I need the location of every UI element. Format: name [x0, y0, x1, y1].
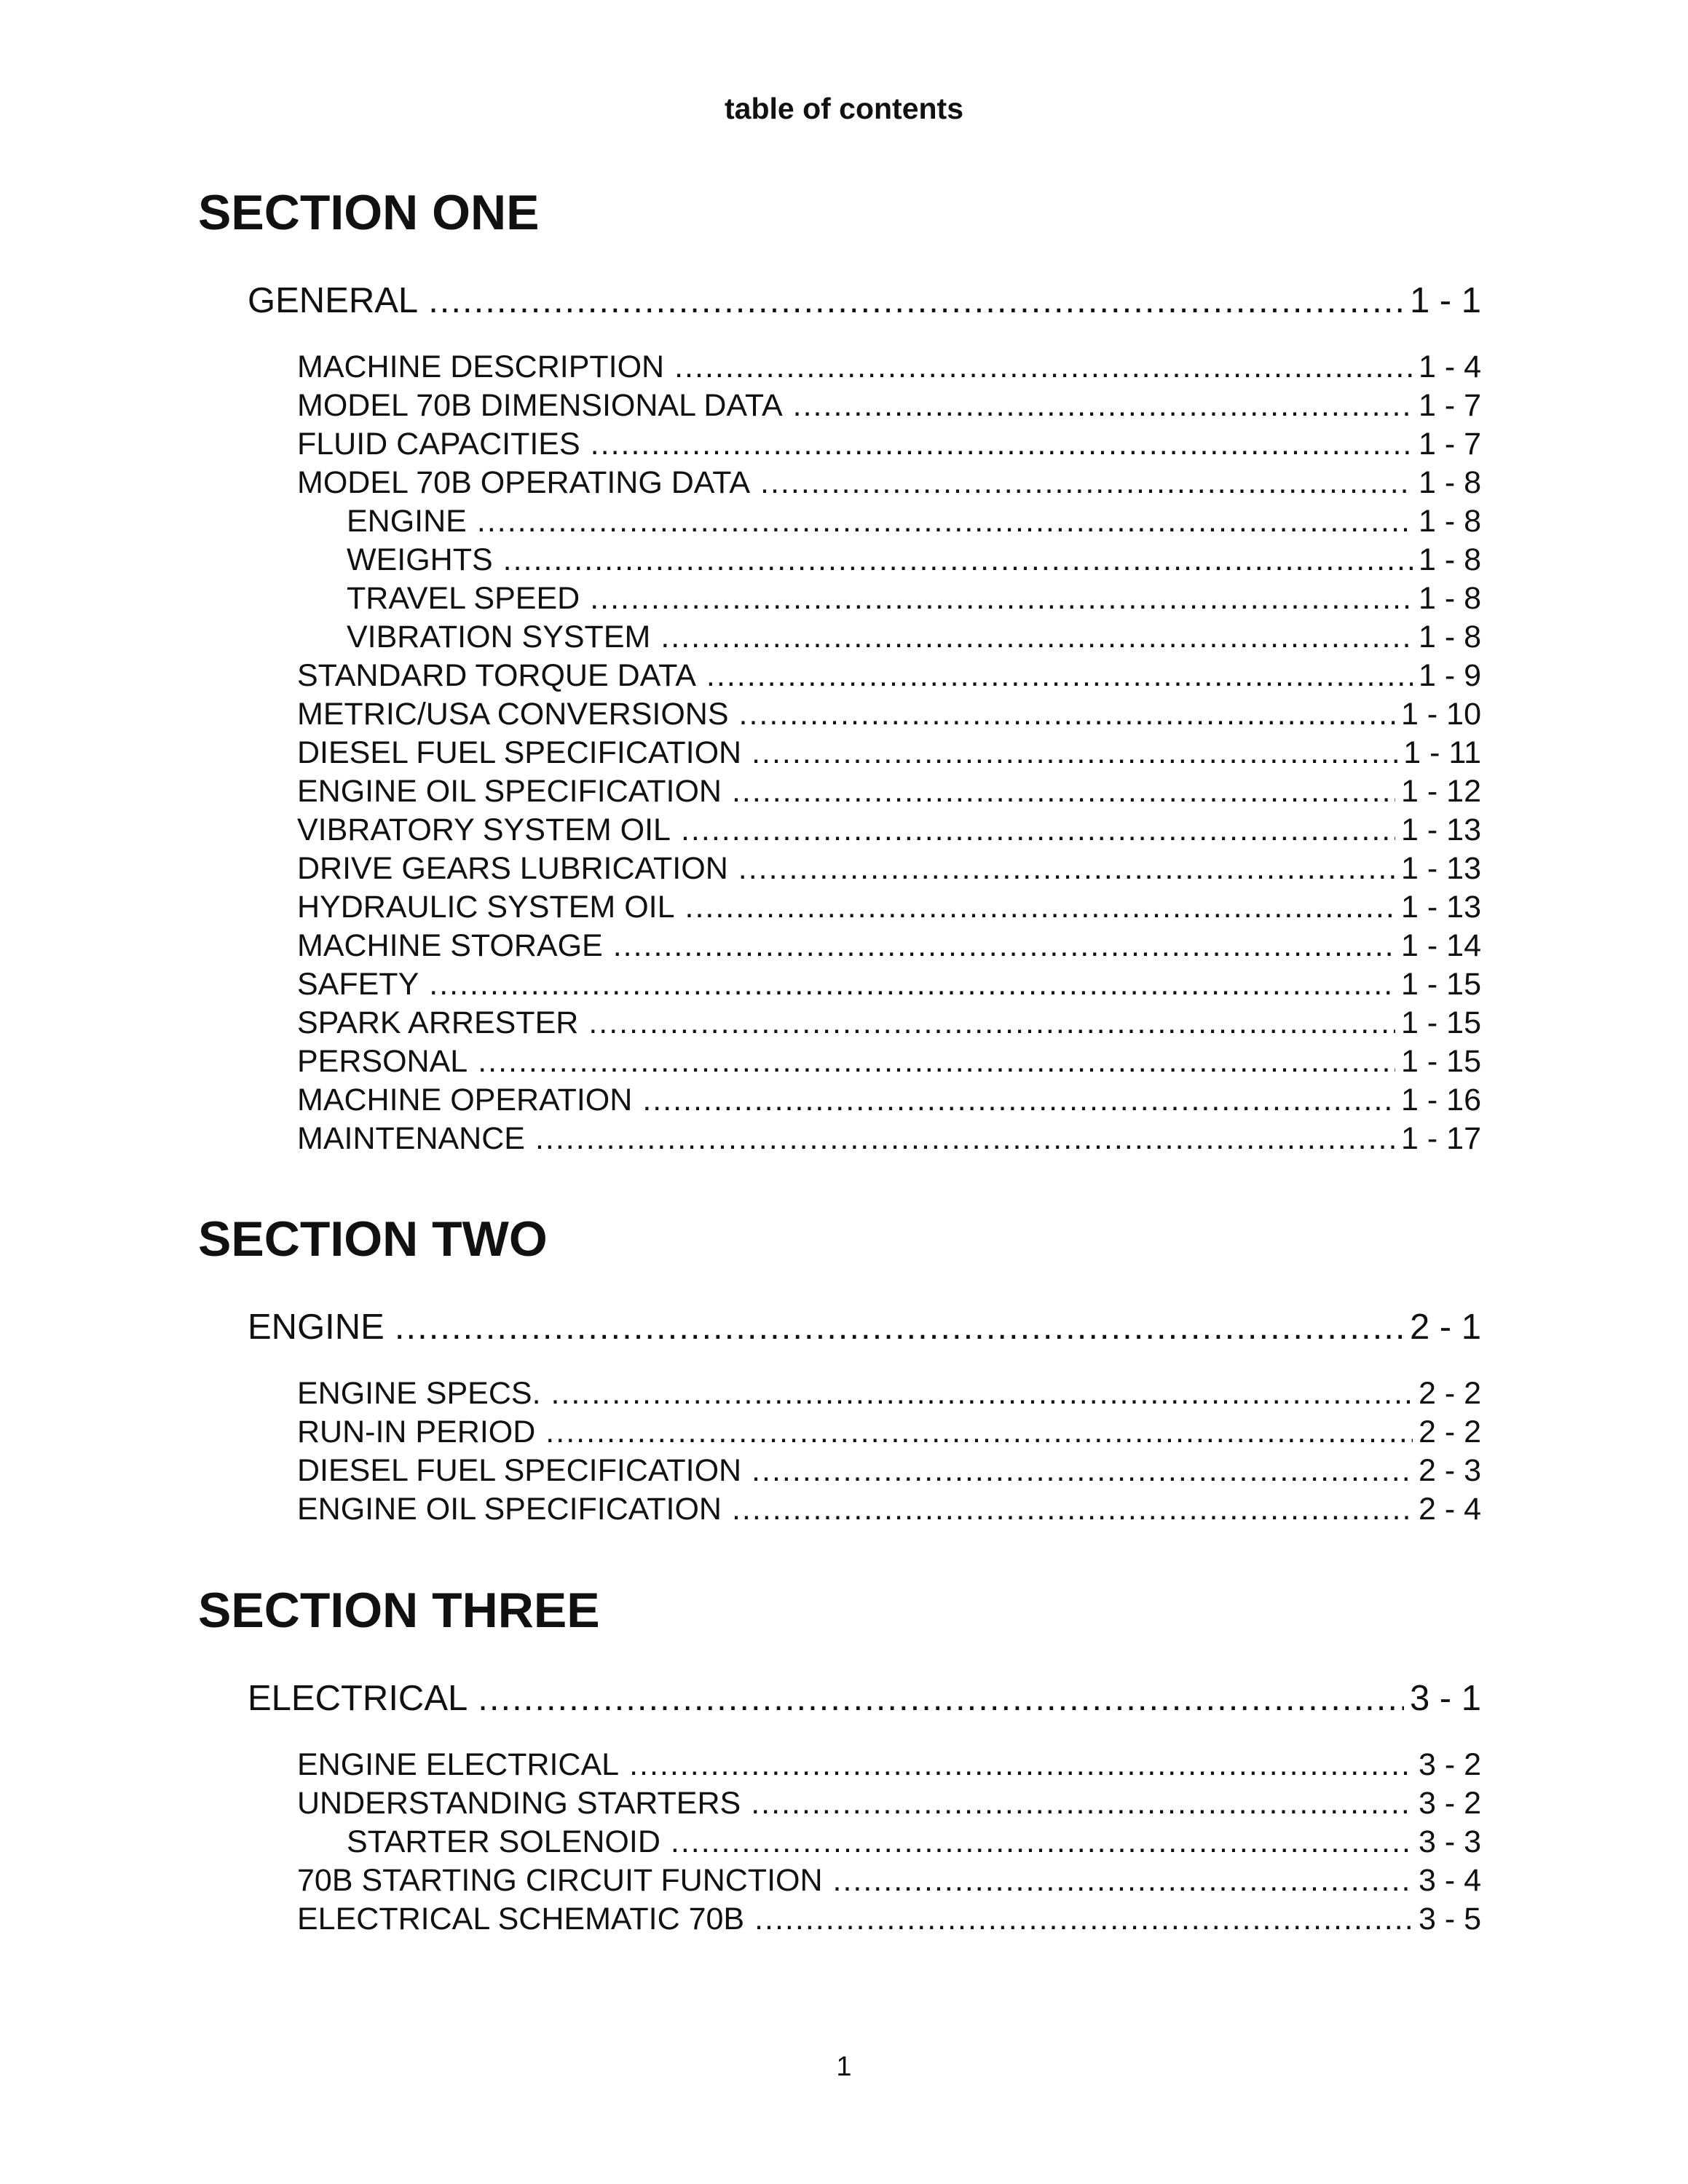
- toc-entry-label: STARTER SOLENOID: [347, 1824, 660, 1859]
- toc-entry-page: 1 - 15: [1401, 1044, 1481, 1079]
- toc-entry-electrical-schematic-70b[interactable]: [297, 1902, 1481, 1937]
- dot-leader: [478, 1678, 1404, 1719]
- toc-entry-model-70b-dimensional-data[interactable]: [297, 388, 1481, 424]
- toc-entry-label: MACHINE OPERATION: [297, 1083, 633, 1117]
- toc-entry-vibration-system[interactable]: [347, 620, 1481, 655]
- dot-leader: [395, 1307, 1404, 1348]
- toc-entry-page: 1 - 8: [1418, 581, 1481, 616]
- toc-entry-standard-torque-data[interactable]: [297, 658, 1481, 694]
- toc-chapter-electrical[interactable]: [248, 1678, 1481, 1719]
- toc-entry-label: DIESEL FUEL SPECIFICATION: [297, 1453, 742, 1488]
- toc-entry-label: ENGINE ELECTRICAL: [297, 1747, 620, 1782]
- toc-entry-machine-operation[interactable]: [297, 1083, 1481, 1118]
- toc-entry-label: WEIGHTS: [347, 542, 493, 577]
- toc-entry-machine-storage[interactable]: [297, 928, 1481, 964]
- dot-leader: [760, 465, 1413, 501]
- section-title: SECTION THREE: [198, 1583, 600, 1638]
- toc-entry-page: 2 - 4: [1418, 1492, 1481, 1527]
- toc-chapter-engine[interactable]: [248, 1307, 1481, 1348]
- toc-entry-page: 2 - 3: [1418, 1453, 1481, 1488]
- toc-chapter-label: ELECTRICAL: [248, 1679, 468, 1718]
- toc-entry-page: 1 - 8: [1418, 620, 1481, 654]
- toc-entry-page: 2 - 2: [1418, 1415, 1481, 1449]
- dot-leader: [685, 890, 1396, 925]
- toc-entry-page: 1 - 7: [1418, 388, 1481, 423]
- toc-entry-page: 1 - 13: [1401, 890, 1481, 925]
- dot-leader: [738, 851, 1395, 887]
- toc-chapter-page: 3 - 1: [1409, 1679, 1481, 1718]
- toc-entry-label: ENGINE SPECS.: [297, 1376, 541, 1411]
- toc-entry-label: MODEL 70B DIMENSIONAL DATA: [297, 388, 783, 423]
- toc-entry-page: 3 - 3: [1418, 1824, 1481, 1859]
- toc-entry-understanding-starters[interactable]: [297, 1786, 1481, 1821]
- toc-chapter-page: 2 - 1: [1409, 1307, 1481, 1347]
- toc-entry-machine-description[interactable]: [297, 349, 1481, 385]
- dot-leader: [591, 427, 1413, 462]
- dot-leader: [739, 697, 1396, 732]
- dot-leader: [478, 1044, 1395, 1080]
- toc-entry-label: PERSONAL: [297, 1044, 468, 1079]
- dot-leader: [706, 658, 1413, 694]
- toc-entry-label: MACHINE STORAGE: [297, 928, 603, 963]
- dot-leader: [671, 1824, 1413, 1860]
- page-number: 1: [836, 2052, 852, 2082]
- toc-entry-page: 1 - 15: [1401, 1005, 1481, 1040]
- toc-entry-engine-specs[interactable]: [297, 1376, 1481, 1412]
- toc-entry-spark-arrester[interactable]: [297, 1005, 1481, 1041]
- toc-entry-label: SPARK ARRESTER: [297, 1005, 579, 1040]
- dot-leader: [752, 1453, 1413, 1489]
- dot-leader: [833, 1863, 1413, 1899]
- toc-entry-model-70b-operating-data[interactable]: [297, 465, 1481, 501]
- toc-entry-page: 1 - 17: [1401, 1121, 1481, 1156]
- toc-entry-page: 2 - 2: [1418, 1376, 1481, 1411]
- dot-leader: [660, 620, 1413, 655]
- toc-entry-maintenance[interactable]: [297, 1121, 1481, 1157]
- toc-entry-drive-gears-lubrication[interactable]: [297, 851, 1481, 887]
- toc-entry-label: ELECTRICAL SCHEMATIC 70B: [297, 1902, 745, 1936]
- dot-leader: [545, 1415, 1413, 1450]
- toc-entry-page: 1 - 13: [1401, 812, 1481, 847]
- toc-entry-label: ENGINE OIL SPECIFICATION: [297, 1492, 722, 1527]
- page-header: table of contents: [724, 92, 964, 125]
- toc-entry-engine[interactable]: [347, 504, 1481, 539]
- toc-chapter-label: GENERAL: [248, 281, 419, 320]
- dot-leader: [642, 1083, 1395, 1118]
- toc-entry-label: MAINTENANCE: [297, 1121, 525, 1156]
- toc-entry-label: ENGINE OIL SPECIFICATION: [297, 774, 722, 809]
- toc-entry-page: 1 - 10: [1401, 697, 1481, 732]
- section-title: SECTION ONE: [198, 185, 540, 240]
- toc-entry-run-in-period[interactable]: [297, 1415, 1481, 1450]
- toc-entry-70b-starting-circuit-function[interactable]: [297, 1863, 1481, 1899]
- toc-entry-label: METRIC/USA CONVERSIONS: [297, 697, 729, 732]
- dot-leader: [793, 388, 1413, 424]
- toc-entry-fluid-capacities[interactable]: [297, 427, 1481, 462]
- dot-leader: [613, 928, 1395, 964]
- dot-leader: [732, 774, 1395, 810]
- dot-leader: [477, 504, 1413, 539]
- dot-leader: [732, 1492, 1413, 1527]
- toc-chapter-label: ENGINE: [248, 1307, 384, 1347]
- toc-entry-page: 3 - 5: [1418, 1902, 1481, 1936]
- toc-entry-label: MACHINE DESCRIPTION: [297, 349, 665, 384]
- toc-entry-safety[interactable]: [297, 967, 1481, 1002]
- dot-leader: [752, 735, 1397, 771]
- toc-entry-label: STANDARD TORQUE DATA: [297, 658, 696, 693]
- toc-entry-label: SAFETY: [297, 967, 419, 1002]
- toc-entry-vibratory-system-oil[interactable]: [297, 812, 1481, 848]
- toc-entry-label: UNDERSTANDING STARTERS: [297, 1786, 741, 1821]
- toc-entry-diesel-fuel-specification[interactable]: [297, 1453, 1481, 1489]
- toc-entry-label: TRAVEL SPEED: [347, 581, 580, 616]
- toc-entry-engine-oil-specification[interactable]: [297, 774, 1481, 810]
- toc-entry-page: 3 - 4: [1418, 1863, 1481, 1898]
- toc-entry-engine-electrical[interactable]: [297, 1747, 1481, 1783]
- toc-entry-page: 1 - 11: [1403, 735, 1481, 770]
- toc-entry-page: 1 - 12: [1401, 774, 1481, 809]
- toc-entry-personal[interactable]: [297, 1044, 1481, 1080]
- toc-entry-page: 1 - 8: [1418, 465, 1481, 500]
- toc-chapter-page: 1 - 1: [1409, 281, 1481, 320]
- toc-entry-engine-oil-specification[interactable]: [297, 1492, 1481, 1527]
- toc-entry-label: 70B STARTING CIRCUIT FUNCTION: [297, 1863, 823, 1898]
- dot-leader: [674, 349, 1413, 385]
- toc-entry-page: 1 - 14: [1401, 928, 1481, 963]
- section-title: SECTION TWO: [198, 1211, 548, 1267]
- toc-entry-label: VIBRATORY SYSTEM OIL: [297, 812, 671, 847]
- toc-entry-label: HYDRAULIC SYSTEM OIL: [297, 890, 675, 925]
- dot-leader: [629, 1747, 1413, 1783]
- toc-entry-page: 1 - 7: [1418, 427, 1481, 462]
- toc-entry-starter-solenoid[interactable]: [347, 1824, 1481, 1860]
- dot-leader: [751, 1786, 1413, 1821]
- toc-entry-page: 1 - 8: [1418, 504, 1481, 539]
- toc-entry-label: VIBRATION SYSTEM: [347, 620, 651, 654]
- toc-entry-label: FLUID CAPACITIES: [297, 427, 580, 462]
- toc-entry-metric-usa-conversions[interactable]: [297, 697, 1481, 732]
- toc-entry-weights[interactable]: [347, 542, 1481, 578]
- dot-leader: [428, 280, 1404, 321]
- toc-entry-page: 1 - 4: [1418, 349, 1481, 384]
- toc-entry-label: DRIVE GEARS LUBRICATION: [297, 851, 728, 886]
- toc-entry-page: 1 - 16: [1401, 1083, 1481, 1117]
- toc-entry-page: 1 - 13: [1401, 851, 1481, 886]
- dot-leader: [588, 1005, 1395, 1041]
- toc-entry-page: 1 - 15: [1401, 967, 1481, 1002]
- dot-leader: [754, 1902, 1413, 1937]
- toc-entry-label: RUN-IN PERIOD: [297, 1415, 536, 1449]
- toc-entry-label: MODEL 70B OPERATING DATA: [297, 465, 751, 500]
- dot-leader: [535, 1121, 1395, 1157]
- toc-entry-hydraulic-system-oil[interactable]: [297, 890, 1481, 925]
- dot-leader: [681, 812, 1395, 848]
- toc-entry-page: 3 - 2: [1418, 1747, 1481, 1782]
- toc-chapter-general[interactable]: [248, 280, 1481, 321]
- dot-leader: [503, 542, 1413, 578]
- toc-entry-page: 1 - 9: [1418, 658, 1481, 693]
- toc-entry-travel-speed[interactable]: [347, 581, 1481, 617]
- dot-leader: [429, 967, 1395, 1002]
- toc-entry-label: DIESEL FUEL SPECIFICATION: [297, 735, 742, 770]
- toc-entry-diesel-fuel-specification[interactable]: [297, 735, 1481, 771]
- dot-leader: [590, 581, 1413, 617]
- dot-leader: [551, 1376, 1413, 1412]
- toc-entry-page: 3 - 2: [1418, 1786, 1481, 1821]
- toc-entry-label: ENGINE: [347, 504, 467, 539]
- toc-entry-page: 1 - 8: [1418, 542, 1481, 577]
